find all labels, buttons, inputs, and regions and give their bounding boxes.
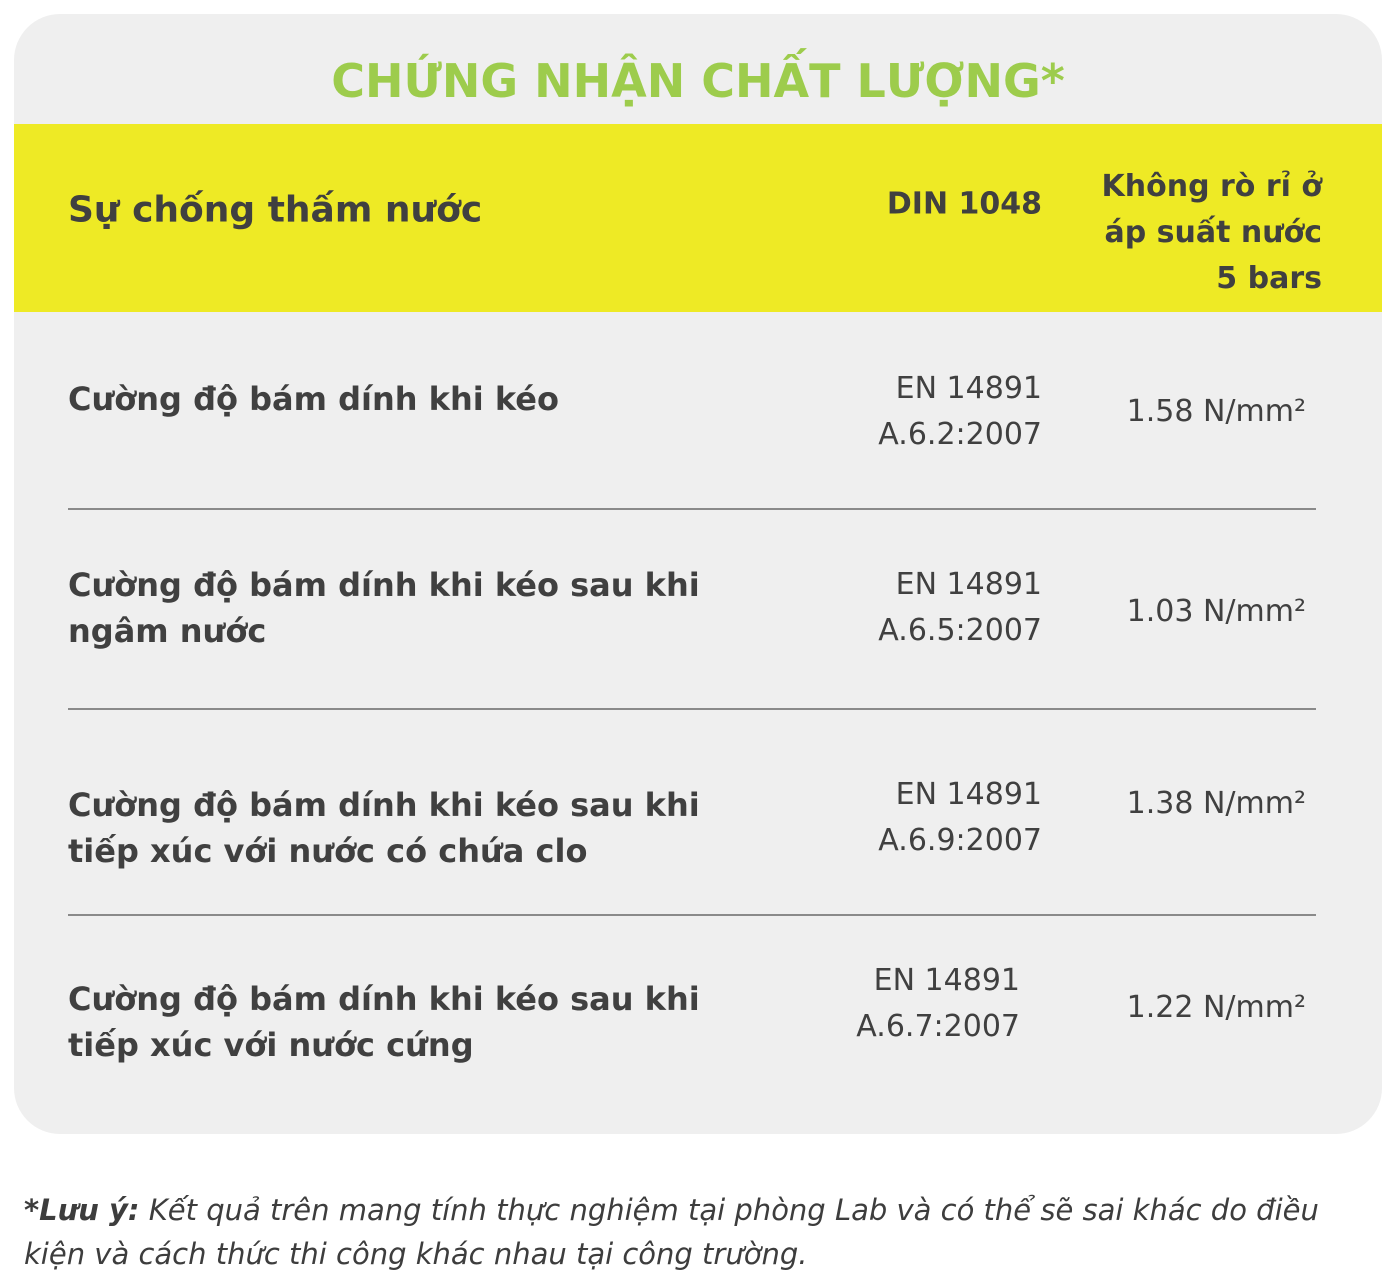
row-standard: EN 14891 A.6.5:2007 <box>878 567 1042 648</box>
table-row <box>68 562 1316 672</box>
row-result: 1.58 N/mm² <box>1126 394 1306 429</box>
row-divider <box>68 914 1316 916</box>
row-divider <box>68 508 1316 510</box>
row-standard: EN 14891 A.6.9:2007 <box>878 777 1042 858</box>
row-label: Cường độ bám dính khi kéo sau khi tiếp xúc với nước có chứa clo <box>68 786 700 870</box>
table-row <box>68 958 1316 1068</box>
header-label: Sự chống thấm nước <box>68 189 483 231</box>
row-label: Cường độ bám dính khi kéo <box>68 380 559 418</box>
row-label: Cường độ bám dính khi kéo sau khi tiếp xúc với nước cứng <box>68 980 700 1064</box>
certification-card <box>14 14 1382 1134</box>
header-result: Không rò rỉ ở áp suất nước 5 bars <box>1101 169 1322 296</box>
table-row <box>68 366 1316 476</box>
row-standard: EN 14891 A.6.7:2007 <box>856 963 1020 1044</box>
footnote-lead: *Lưu ý: <box>24 1193 140 1227</box>
footnote <box>24 1188 1364 1276</box>
footnote-text: Kết quả trên mang tính thực nghiệm tại phòng Lab và có thể sẽ sai khác do điều kiện và cách thức thi công khác nhau tại công trường. <box>24 1193 1319 1271</box>
header-band <box>14 124 1382 312</box>
row-result: 1.38 N/mm² <box>1126 786 1306 821</box>
row-result: 1.03 N/mm² <box>1126 594 1306 629</box>
card-title: CHỨNG NHẬN CHẤT LƯỢNG* <box>331 54 1065 108</box>
row-divider <box>68 708 1316 710</box>
table-row <box>68 772 1316 882</box>
row-standard: EN 14891 A.6.2:2007 <box>878 371 1042 452</box>
header-standard: DIN 1048 <box>886 186 1042 222</box>
row-result: 1.22 N/mm² <box>1126 990 1306 1025</box>
row-label: Cường độ bám dính khi kéo sau khi ngâm nước <box>68 566 700 650</box>
